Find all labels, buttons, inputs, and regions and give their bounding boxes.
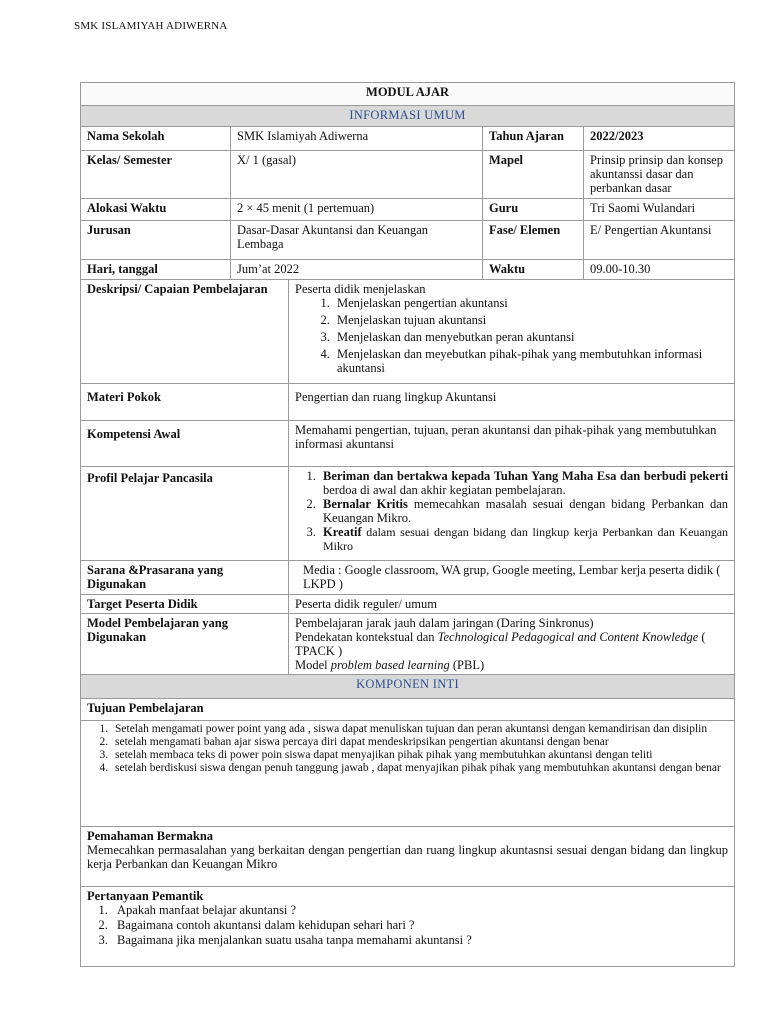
model-content xyxy=(289,614,735,675)
profil-item-bold: Kreatif xyxy=(323,525,362,539)
pemahaman-value: Memecahkan permasalahan yang berkaitan dengan pengertian dan ruang lingkup akuntasnsi sesuai dengan bidang dan lingkup kerja Perbankan dan Keuangan Mikro xyxy=(87,843,729,871)
target-value: Peserta didik reguler/ umum xyxy=(289,595,735,614)
profil-item-text: berdoa di awal dan akhir kegiatan pembelajaran. xyxy=(323,483,566,497)
tujuan-item: 2. setelah mengamati bahan ajar siswa percaya diri dapat mendeskripsikan pengertian akuntansi dengan benar xyxy=(111,736,728,749)
model-line-3 xyxy=(295,658,728,672)
pemahaman-label: Pemahaman Bermakna xyxy=(87,829,214,843)
year-value: 2022/2023 xyxy=(584,127,735,151)
subject-value: Prinsip prinsip dan konsep akuntanssi dasar dan perbankan dasar xyxy=(584,151,735,199)
hour-value: 09.00-10.30 xyxy=(584,260,735,280)
info-table xyxy=(80,82,735,967)
profil-item xyxy=(319,497,728,525)
pertanyaan-section xyxy=(81,887,735,967)
cp-content xyxy=(289,280,735,384)
profil-item-bold: Beriman dan bertakwa kepada Tuhan Yang Maha Esa dan berbudi pekerti xyxy=(323,469,729,483)
phase-value: E/ Pengertian Akuntansi xyxy=(584,221,735,260)
profil-content xyxy=(289,467,735,561)
profil-item-text: dalam sesuai dengan bidang dan lingkup kerja Perbankan dan Keuangan Mikro xyxy=(323,525,729,553)
section-general-info: INFORMASI UMUM xyxy=(81,106,735,127)
tujuan-label: Tujuan Pembelajaran xyxy=(81,699,735,721)
kompetensi-label: Kompetensi Awal xyxy=(81,421,289,467)
tujuan-content xyxy=(81,721,735,827)
class-value: X/ 1 (gasal) xyxy=(231,151,483,199)
pertanyaan-list xyxy=(87,903,728,947)
tujuan-item: 4. setelah berdiskusi siswa dengan penuh tanggung jawab , dapat menyajikan pihak pihak yang membutuhkan akuntansi dengan benar xyxy=(111,762,728,775)
profil-item xyxy=(319,469,728,497)
teacher-value: Tri Saomi Wulandari xyxy=(584,199,735,221)
day-label: Hari, tanggal xyxy=(81,260,231,280)
target-label: Target Peserta Didik xyxy=(81,595,289,614)
model-line-2 xyxy=(295,630,728,658)
model-line-2-suffix: ( TPACK ) xyxy=(295,630,706,658)
cp-list xyxy=(295,296,728,375)
cp-item: 2. Menjelaskan tujuan akuntansi xyxy=(333,313,728,327)
time-label: Alokasi Waktu xyxy=(81,199,231,221)
pertanyaan-item: 3. Bagaimana jika menjalankan suatu usaha tanpa memahami akuntansi ? xyxy=(111,933,728,947)
document-title: MODUL AJAR xyxy=(81,83,735,106)
phase-label: Fase/ Elemen xyxy=(483,221,584,260)
profil-label: Profil Pelajar Pancasila xyxy=(81,467,289,561)
tujuan-item: 3. setelah membaca teks di power poin siswa dapat menyajikan pihak pihak yang membutuhkan akuntansi dengan teliti xyxy=(111,749,728,762)
model-line-2-italic: Technological Pedagogical and Content Knowledge xyxy=(437,630,699,644)
tujuan-list xyxy=(87,723,728,775)
model-line-3-text: Model xyxy=(295,658,331,672)
school-value: SMK Islamiyah Adiwerna xyxy=(231,127,483,151)
cp-item: 3. Menjelaskan dan menyebutkan peran akuntansi xyxy=(333,330,728,344)
major-value: Dasar-Dasar Akuntansi dan Keuangan Lembaga xyxy=(231,221,483,260)
kompetensi-value: Memahami pengertian, tujuan, peran akuntansi dan pihak-pihak yang membutuhkan informasi akuntansi xyxy=(289,421,735,467)
profil-item-bold: Bernalar Kritis xyxy=(323,497,408,511)
pemahaman-section xyxy=(81,827,735,887)
section-core-components: KOMPONEN INTI xyxy=(81,675,735,699)
materi-label: Materi Pokok xyxy=(81,384,289,421)
hour-label: Waktu xyxy=(483,260,584,280)
pertanyaan-item: 1. Apakah manfaat belajar akuntansi ? xyxy=(111,903,728,917)
school-label: Nama Sekolah xyxy=(81,127,231,151)
day-value: Jum’at 2022 xyxy=(231,260,483,280)
cp-label: Deskripsi/ Capaian Pembelajaran xyxy=(81,280,289,384)
school-header: SMK ISLAMIYAH ADIWERNA xyxy=(74,20,228,32)
profil-list xyxy=(295,469,728,553)
major-label: Jurusan xyxy=(81,221,231,260)
model-line-3-suffix: (PBL) xyxy=(449,658,485,672)
model-line-3-italic: problem based learning xyxy=(330,658,450,672)
pertanyaan-item: 2. Bagaimana contoh akuntansi dalam kehidupan sehari hari ? xyxy=(111,918,728,932)
sarana-label: Sarana &Prasarana yang Digunakan xyxy=(81,561,289,595)
subject-label: Mapel xyxy=(483,151,584,199)
model-line-1: Pembelajaran jarak jauh dalam jaringan (Daring Sinkronus) xyxy=(295,616,594,630)
pertanyaan-label: Pertanyaan Pemantik xyxy=(87,889,204,903)
module-document xyxy=(80,82,734,967)
cp-item: 4. Menjelaskan dan meyebutkan pihak-pihak yang membutuhkan informasi akuntansi xyxy=(333,347,728,375)
materi-value: Pengertian dan ruang lingkup Akuntansi xyxy=(289,384,735,421)
profil-item xyxy=(319,525,728,553)
teacher-label: Guru xyxy=(483,199,584,221)
class-label: Kelas/ Semester xyxy=(81,151,231,199)
model-line-2-text: Pendekatan kontekstual dan xyxy=(295,630,438,644)
time-value: 2 × 45 menit (1 pertemuan) xyxy=(231,199,483,221)
year-label: Tahun Ajaran xyxy=(483,127,584,151)
tujuan-item: 1. Setelah mengamati power point yang ada , siswa dapat menuliskan tujuan dan peran akuntansi dengan kemandirisan dan disiplin xyxy=(111,723,728,736)
model-label: Model Pembelajaran yang Digunakan xyxy=(81,614,289,675)
cp-intro: Peserta didik menjelaskan xyxy=(295,282,426,296)
cp-item: 1. Menjelaskan pengertian akuntansi xyxy=(333,296,728,310)
sarana-value: Media : Google classroom, WA grup, Google meeting, Lembar kerja peserta didik ( LKPD ) xyxy=(289,561,735,595)
profil-item-text: memecahkan masalah sesuai dengan bidang Perbankan dan Keuangan Mikro. xyxy=(323,497,729,525)
